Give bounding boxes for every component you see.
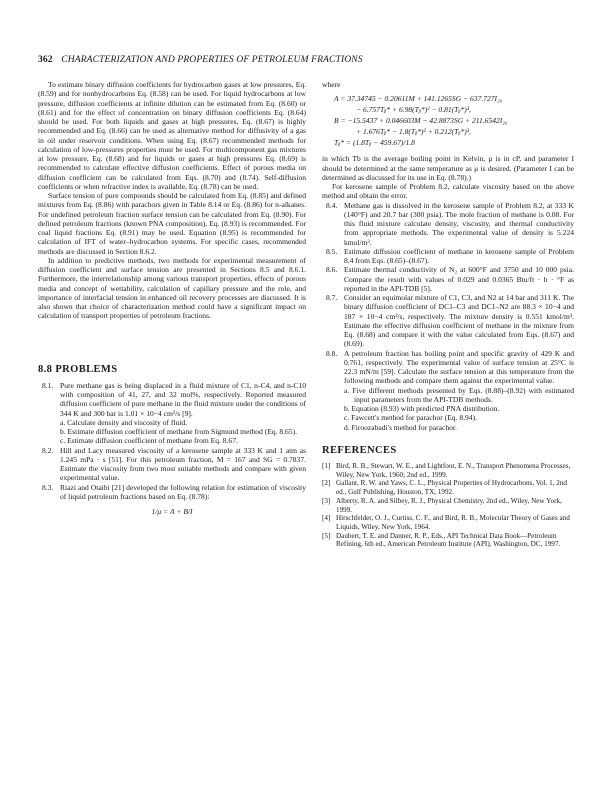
equation-block xyxy=(334,93,574,148)
reference-item xyxy=(322,462,574,479)
problem-8-6 xyxy=(322,265,574,293)
equation-tb: Tᵦ* = (1.8Tᵦ − 459.67)/1.8 xyxy=(334,138,415,148)
equation-b-line-1: B = −15.5437 + 0.046603M − 42.8873SG + 211.6542I₂₀ xyxy=(334,116,508,126)
definition-paragraph: in which Tb is the average boiling point in Kelvin, μ is in cP, and parameter I should be determined at the same temperature as μ is desired. (Parameter I can be determined as discussed for its use in Eq. (8.78).) xyxy=(322,154,574,182)
equation-b-line-2: + 1.676Tᵦ* − 1.8(Tᵦ*)² + 0.212(Tᵦ*)³, xyxy=(356,127,471,137)
problem-number: 8.8. xyxy=(326,348,338,358)
reference-item xyxy=(322,479,574,496)
instruction-paragraph: For kerosene sample of Problem 8.2, calculate viscosity based on the above method and obtain the error. xyxy=(322,182,574,201)
problem-part-c: c. Fawcett's method for parachor (Eq. 8.94). xyxy=(344,413,477,423)
problem-8-7 xyxy=(322,293,574,349)
problem-text: Pure methane gas is being displaced in a fluid mixture of C1, n-C4, and n-C10 with composition of 41, 27, and 32 mol%, respectively. Reported measured diffusion coefficient of pure methane in the fluid mixture under the conditions of 344 K and 300 bar is 1.01 × 10−4 cm²/s [9]. xyxy=(60,380,306,418)
reference-number: [4] xyxy=(322,514,331,523)
reference-item xyxy=(322,532,574,549)
problem-8-8 xyxy=(322,349,574,432)
summary-paragraph-1: To estimate binary diffusion coefficients for hydrocarbon gases at low pressures, Eq. (8.59) and for nonhydrocarbons Eq. (8.58) can be used. For liquid hydrocarbons at low pressure, diffusion coefficients at infinite dilution can be estimated from Eq. (8.60) or (8.61) and for the effect of concentration on binary diffusion coefficients Eq. (8.64) should be used. For both liquids and gases at high pressures, Eq. (8.67) is highly recommended and Eq. (8.66) can be used as alternative method for diffusivity of a gas in oil under reservoir conditions. When using Eq. (8.67) recommended methods for calculation of low-pressures properties must be used. For multicomponent gas mixtures at low pressure, Eq. (8.68) and for liquids or gases at high pressures Eq. (8.69) is recommended to calculate effective diffusion coefficients. Effect of porous media on diffusion coefficient can be calculated from Eqs. (8.70) and (8.74). Self-diffusion coefficients or when refractive index is available, Eq. (8.78) can be used. xyxy=(38,80,306,191)
problem-text: Consider an equimolar mixture of C1, C3, and N2 at 14 bar and 311 K. The binary diffusion coefficient of DC1–C3 and DC1–N2 are 88.3 × 10−4 and 187 × 10−4 cm²/s, respectively. The mixture density is 0.551 kmol/m³. Estimate the effective diffusion coefficient of methane in the mixture from Eq. (8.68) and compare it with the value calculated from Eqs. (8.67) and (8.69). xyxy=(344,293,574,349)
problem-part-b: b. Estimate diffusion coefficient of methane from Sigmund method (Eq. 8.65). xyxy=(60,427,297,436)
problem-part-d: d. Firoozabadi's method for parachor. xyxy=(344,422,457,432)
left-column xyxy=(38,80,306,516)
problem-number: 8.1. xyxy=(42,380,54,390)
problem-part-c: c. Estimate diffusion coefficient of methane from Eq. 8.67. xyxy=(60,436,238,446)
reference-number: [2] xyxy=(322,479,331,488)
problem-text: Riazi and Otaibi [21] developed the following relation for estimation of viscosity of liquid petroleum fractions based on Eq. (8.78): xyxy=(60,482,306,501)
section-heading-problems: 8.8 PROBLEMS xyxy=(38,363,118,375)
reference-item xyxy=(322,497,574,514)
problem-number: 8.3. xyxy=(42,482,54,492)
problem-part-a: a. Five different methods presented by Eqs. (8.88)–(8.92) with estimated input parameters from the API-TDB methods. xyxy=(344,385,574,404)
reference-item xyxy=(322,514,574,531)
problem-part-a: a. Calculate density and viscosity of fluid. xyxy=(60,417,188,427)
problem-text: Hill and Lacy measured viscosity of a kerosene sample at 333 K and 1 atm as 1.245 mPa · s [51]. For this petroleum fraction, M = 167 and SG = 0.7837. Estimate the viscosity from two most suitable methods and compare with given experimental value. xyxy=(60,445,306,483)
where-label: where xyxy=(322,80,341,89)
problem-part-b: b. Equation (8.93) with predicted PNA distribution. xyxy=(344,404,500,413)
summary-paragraph-3: In addition to predictive methods, two methods for experimental measurement of diffusion coefficient and surface tension are presented in Sections 8.5 and 8.6.1. Furthermore, the interrelationship among various transport properties, effects of porous media and concept of wettability, calculation of capillary pressure and the role, and importance of interfacial tension in enhanced oil recovery processes are discussed. It is also shown that choice of characterization method could have a significant impact on calculation of transport properties of petroleum fractions. xyxy=(38,255,306,321)
references-heading: REFERENCES xyxy=(322,444,397,456)
reference-number: [5] xyxy=(322,531,331,540)
equation-a-line-1: A = 37.34745 − 0.20611M + 141.1265SG − 637.727I₂₀ xyxy=(334,94,503,104)
summary-paragraph-2: Surface tension of pure compounds should be calculated from Eq. (8.85) and defined mixtures from Eq. (8.86) with parachors given in Table 8.14 or Eq. (8.86) for n-alkanes. For undefined petroleum fraction surface tension can be calculated from Eq. (8.90). For defined petroleum fractions (known PNA composition), Eq. (8.93) is recommended. For coal liquid fractions Eq. (8.91) may be used. Equation (8.95) is recommended for calculation of IFT of water–hydrocarbon systems. For specific cases, recommended methods are discussed in Section 8.6.2. xyxy=(38,191,306,256)
problem-number: 8.2. xyxy=(42,445,54,455)
references-section xyxy=(322,446,574,549)
problem-number: 8.5. xyxy=(326,246,338,256)
problem-number: 8.4. xyxy=(326,200,338,210)
reference-text: Gallant, R. W. and Yaws, C. L., Physical Properties of Hydrocarbons, Vol. 1, 2nd ed., Gulf Publishing, Houston, TX, 1992. xyxy=(336,479,567,497)
reference-text: Hirschfelder, O. J., Curtiss, C. F., and Bird, R. B., Molecular Theory of Gases and Liquids, Wiley, New York, 1964. xyxy=(336,514,570,531)
running-header xyxy=(38,54,578,65)
problem-text: Estimate diffusion coefficient of methane in kerosene sample of Problem 8.4 from Eqs. (8.65)–(8.67). xyxy=(344,246,574,265)
problem-text: Methane gas is dissolved in the kerosene sample of Problem 8.2, at 333 K (140°F) and 20.7 bar (300 psia). The mole fraction of methane is 0.08. For this fluid mixture calculate density, viscosity, and thermal conductivity from appropriate methods. The experimental value of density is 5.224 kmol/m³. xyxy=(344,200,574,247)
equation-viscosity: 1/μ = A + B/I xyxy=(151,507,193,516)
problem-number: 8.6. xyxy=(326,265,338,275)
problem-number: 8.7. xyxy=(326,293,338,302)
problem-8-5 xyxy=(322,247,574,266)
problem-text: A petroleum fraction has boiling point and specific gravity of 429 K and 0.761, respectively. The experimental value of surface tension at 25°C is 22.3 mN/m [59]. Calculate the surface tension at this temperature from the following methods and compare them against the experimental value. xyxy=(344,348,574,386)
reference-number: [3] xyxy=(322,496,331,505)
page-number: 362 xyxy=(38,54,53,65)
right-column xyxy=(322,80,574,549)
problem-8-1 xyxy=(38,381,306,446)
reference-number: [1] xyxy=(322,462,331,470)
equation-a-line-2: − 6.757Tᵦ* + 6.98(Tᵦ*)² − 0.81(Tᵦ*)³, xyxy=(356,105,471,115)
reference-text: Bird, R. B., Stewart, W. E., and Lightfoot, E. N., Transport Phenomena Processes, Wiley, New York, 1960; 2nd ed., 1999. xyxy=(336,462,571,479)
problem-text: Estimate thermal conductivity of N₂ at 600°F and 3750 and 10 000 psia. Compare the result with values of 0.029 and 0.0365 Btu/ft · h · °F as reported in the API-TDB [5]. xyxy=(344,265,574,293)
reference-text: Alberty, R. A. and Silbey, R. J., Physical Chemistry, 2nd ed., Wiley, New York, 1999. xyxy=(336,496,562,514)
reference-text: Daubert, T. E. and Danner, R. P., Eds., API Technical Data Book—Petroleum Refining, 6th ed., American Petroleum Institute (API), Washington, DC, 1997. xyxy=(336,531,561,549)
problem-8-3 xyxy=(38,483,306,502)
problem-8-2 xyxy=(38,446,306,483)
problem-8-4 xyxy=(322,201,574,247)
running-title: CHARACTERIZATION AND PROPERTIES OF PETROLEUM FRACTIONS xyxy=(61,54,363,65)
